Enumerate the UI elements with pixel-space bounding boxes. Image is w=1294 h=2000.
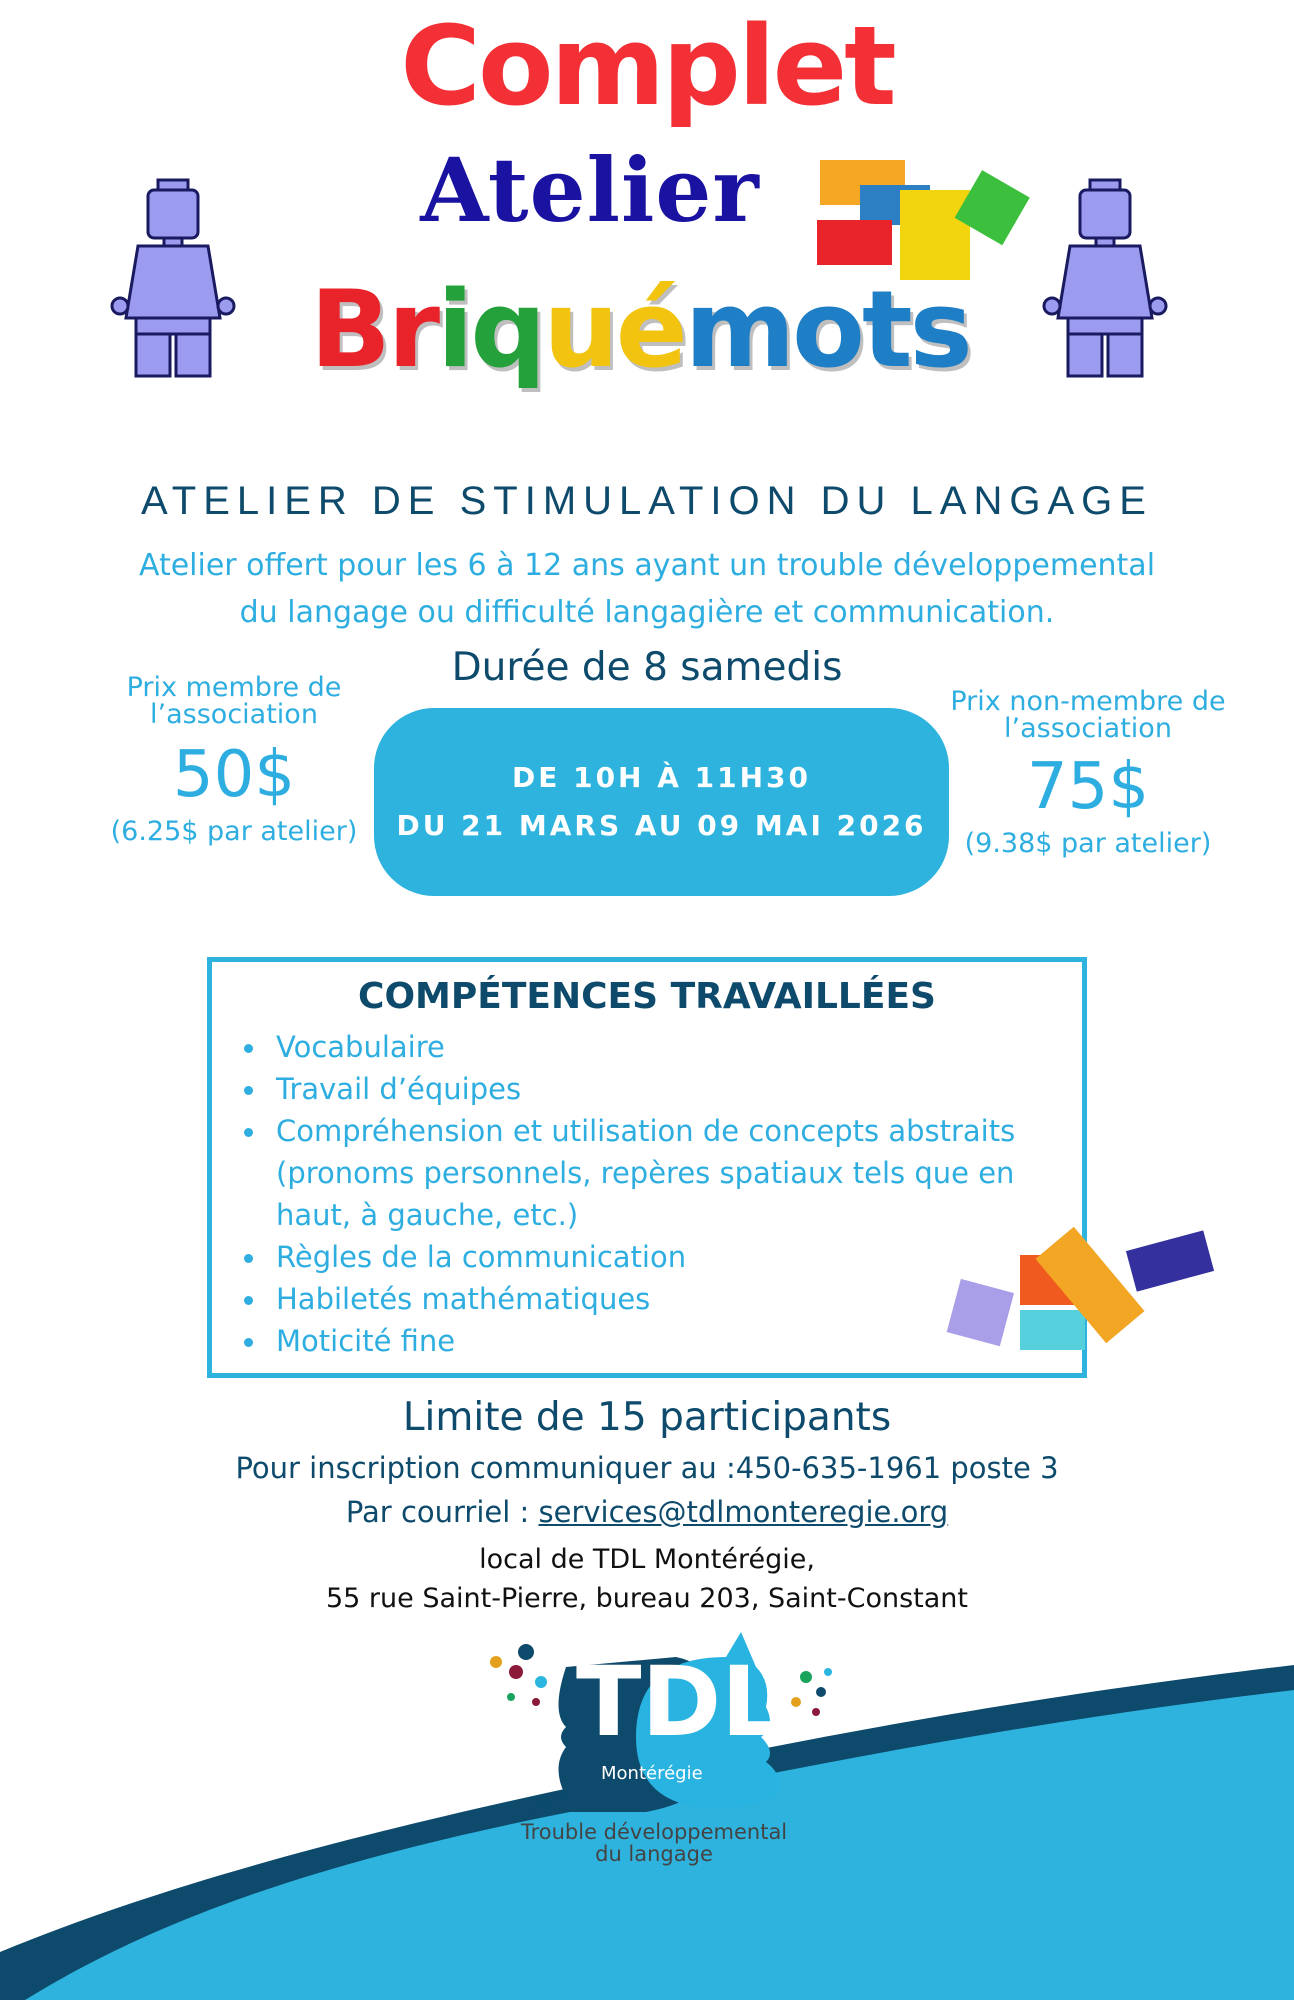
complet-stamp: Complet: [400, 2, 894, 130]
member-price-note: (6.25$ par atelier): [110, 816, 358, 847]
brand-letter: u: [543, 268, 616, 391]
label-line: Prix membre de: [126, 672, 342, 703]
lego-bricks-bottom-icon: [945, 1200, 1217, 1362]
email-info: [100, 1494, 1194, 1530]
logo-region: Montérégie: [601, 1763, 703, 1784]
label-line: l’association: [1004, 713, 1172, 744]
brand-letter: é: [615, 268, 685, 391]
description-line: Atelier offert pour les 6 à 12 ans ayant un trouble développemental: [138, 548, 1156, 583]
brand-letter: s: [909, 268, 970, 391]
participant-limit: Limite de 15 participants: [402, 1395, 892, 1440]
list-item: Habiletés mathématiques: [276, 1278, 1066, 1320]
description-line: du langage ou difficulté langagière et communication.: [239, 595, 1055, 630]
workshop-subtitle: ATELIER DE STIMULATION DU LANGAGE: [141, 479, 1153, 523]
schedule-time: DE 10H À 11H30: [511, 761, 812, 794]
tdl-logo: [466, 1627, 842, 1872]
brand-letter: r: [387, 268, 438, 391]
brand-letter: q: [470, 268, 544, 391]
lego-bricks-top-icon: [815, 150, 1030, 285]
skills-heading: COMPÉTENCES TRAVAILLÉES: [358, 976, 936, 1017]
brand-letter: m: [684, 268, 793, 391]
brand-letter: B: [310, 268, 388, 391]
member-price: 50$: [172, 738, 296, 812]
logo-acronym: TDL: [576, 1646, 783, 1758]
nonmember-price: 75$: [1026, 750, 1150, 824]
email-link[interactable]: services@tdlmonteregie.org: [538, 1495, 949, 1529]
phone-info: Pour inscription communiquer au :450-635-1961 poste 3: [235, 1451, 1059, 1485]
brand-letter: t: [861, 268, 910, 391]
address: [100, 1540, 1194, 1618]
tagline-line: du langage: [595, 1842, 713, 1866]
schedule-dates: DU 21 MARS AU 09 MAI 2026: [396, 809, 927, 842]
workshop-description: [100, 542, 1194, 636]
lego-figure-left-icon: [108, 178, 238, 378]
list-item: Moticité fine: [276, 1320, 1066, 1362]
label-line: l’association: [150, 699, 318, 730]
list-item: Vocabulaire: [276, 1026, 1066, 1068]
title-briquemots: [310, 270, 970, 390]
list-item: Travail d’équipes: [276, 1068, 1066, 1110]
brand-letter: o: [792, 268, 862, 391]
list-item: Compréhension et utilisation de concepts abstraits (pronoms personnels, repères spatiaux tels que en haut, à gauche, etc.): [276, 1110, 1066, 1236]
member-price-label: [84, 674, 384, 728]
address-line: local de TDL Montérégie,: [479, 1544, 815, 1575]
nonmember-price-label: [938, 688, 1238, 742]
nonmember-price-note: (9.38$ par atelier): [964, 828, 1212, 859]
address-line: 55 rue Saint-Pierre, bureau 203, Saint-Constant: [325, 1583, 968, 1614]
brand-letter: i: [437, 268, 471, 391]
logo-tagline: [466, 1821, 842, 1865]
tagline-line: Trouble développemental: [520, 1820, 788, 1844]
duration: Durée de 8 samedis: [451, 645, 843, 690]
title-atelier: Atelier: [420, 138, 760, 242]
label-line: Prix non-membre de: [950, 686, 1226, 717]
schedule-pill: [374, 708, 949, 896]
list-item: Règles de la communication: [276, 1236, 1066, 1278]
lego-figure-right-icon: [1040, 178, 1170, 378]
email-prefix: Par courriel :: [345, 1495, 539, 1529]
